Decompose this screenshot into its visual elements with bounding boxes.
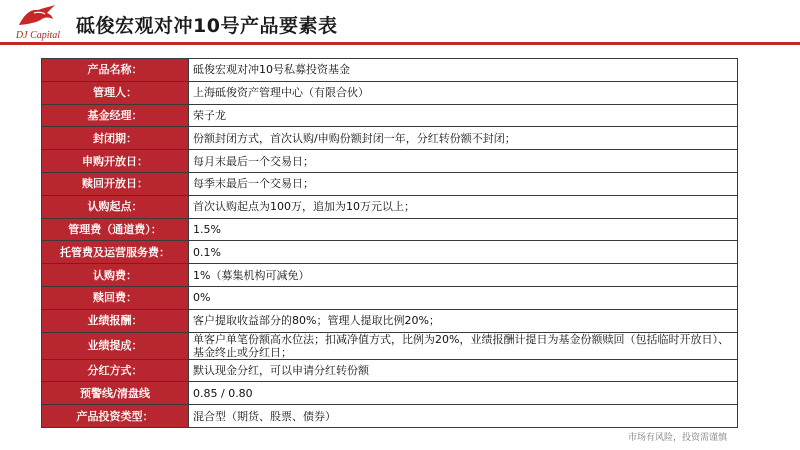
row-label: 赎回费： bbox=[42, 286, 189, 309]
header-divider bbox=[0, 42, 800, 45]
row-label: 托管费及运营服务费： bbox=[42, 241, 189, 264]
logo-text: DJ Capital bbox=[15, 30, 61, 41]
row-label: 认购费： bbox=[42, 264, 189, 287]
row-label: 产品投资类型： bbox=[42, 405, 189, 428]
row-label: 封闭期： bbox=[42, 127, 189, 150]
row-label: 预警线/清盘线 bbox=[42, 382, 189, 405]
row-value: 荣子龙 bbox=[189, 104, 738, 127]
table-row bbox=[42, 382, 738, 405]
row-value: 0% bbox=[189, 286, 738, 309]
row-value: 0.1% bbox=[189, 241, 738, 264]
table-row bbox=[42, 286, 738, 309]
table-row bbox=[42, 218, 738, 241]
row-value: 份额封闭方式，首次认购/申购份额封闭一年，分红转份额不封闭； bbox=[189, 127, 738, 150]
row-label: 业绩报酬： bbox=[42, 309, 189, 332]
row-label: 分红方式： bbox=[42, 359, 189, 382]
table-row bbox=[42, 309, 738, 332]
table-row bbox=[42, 104, 738, 127]
page-title: 砥俊宏观对冲10号产品要素表 bbox=[76, 15, 338, 37]
row-label: 业绩提成： bbox=[42, 332, 189, 359]
table-row bbox=[42, 59, 738, 82]
row-label: 赎回开放日： bbox=[42, 172, 189, 195]
product-info-table bbox=[41, 58, 738, 428]
table-row bbox=[42, 81, 738, 104]
table-row bbox=[42, 359, 738, 382]
table-row bbox=[42, 332, 738, 359]
row-value: 客户提取收益部分的80%；管理人提取比例20%； bbox=[189, 309, 738, 332]
row-value: 首次认购起点为100万，追加为10万元以上； bbox=[189, 195, 738, 218]
row-value: 每月末最后一个交易日； bbox=[189, 150, 738, 173]
row-value: 默认现金分红，可以申请分红转份额 bbox=[189, 359, 738, 382]
header bbox=[0, 0, 800, 46]
table-row bbox=[42, 405, 738, 428]
row-label: 管理费（通道费）： bbox=[42, 218, 189, 241]
row-label: 基金经理： bbox=[42, 104, 189, 127]
row-label: 申购开放日： bbox=[42, 150, 189, 173]
row-value: 0.85 / 0.80 bbox=[189, 382, 738, 405]
row-label: 认购起点： bbox=[42, 195, 189, 218]
row-value: 单客户单笔份额高水位法；扣减净值方式，比例为20%，业绩报酬计提日为基金份额赎回（包括临时开放日）、基金终止或分红日； bbox=[189, 332, 738, 359]
horse-logo-icon bbox=[16, 3, 58, 31]
row-value: 混合型（期货、股票、债券） bbox=[189, 405, 738, 428]
row-value: 砥俊宏观对冲10号私募投资基金 bbox=[189, 59, 738, 82]
table-row bbox=[42, 195, 738, 218]
row-label: 管理人： bbox=[42, 81, 189, 104]
table-row bbox=[42, 241, 738, 264]
risk-disclaimer: 市场有风险，投资需谨慎 bbox=[628, 433, 728, 443]
logo bbox=[8, 3, 64, 43]
table-row bbox=[42, 127, 738, 150]
row-value: 上海砥俊资产管理中心（有限合伙） bbox=[189, 81, 738, 104]
table-row bbox=[42, 150, 738, 173]
row-value: 1.5% bbox=[189, 218, 738, 241]
row-label: 产品名称： bbox=[42, 59, 189, 82]
table-row bbox=[42, 264, 738, 287]
row-value: 每季末最后一个交易日； bbox=[189, 172, 738, 195]
row-value: 1%（募集机构可减免） bbox=[189, 264, 738, 287]
table-row bbox=[42, 172, 738, 195]
